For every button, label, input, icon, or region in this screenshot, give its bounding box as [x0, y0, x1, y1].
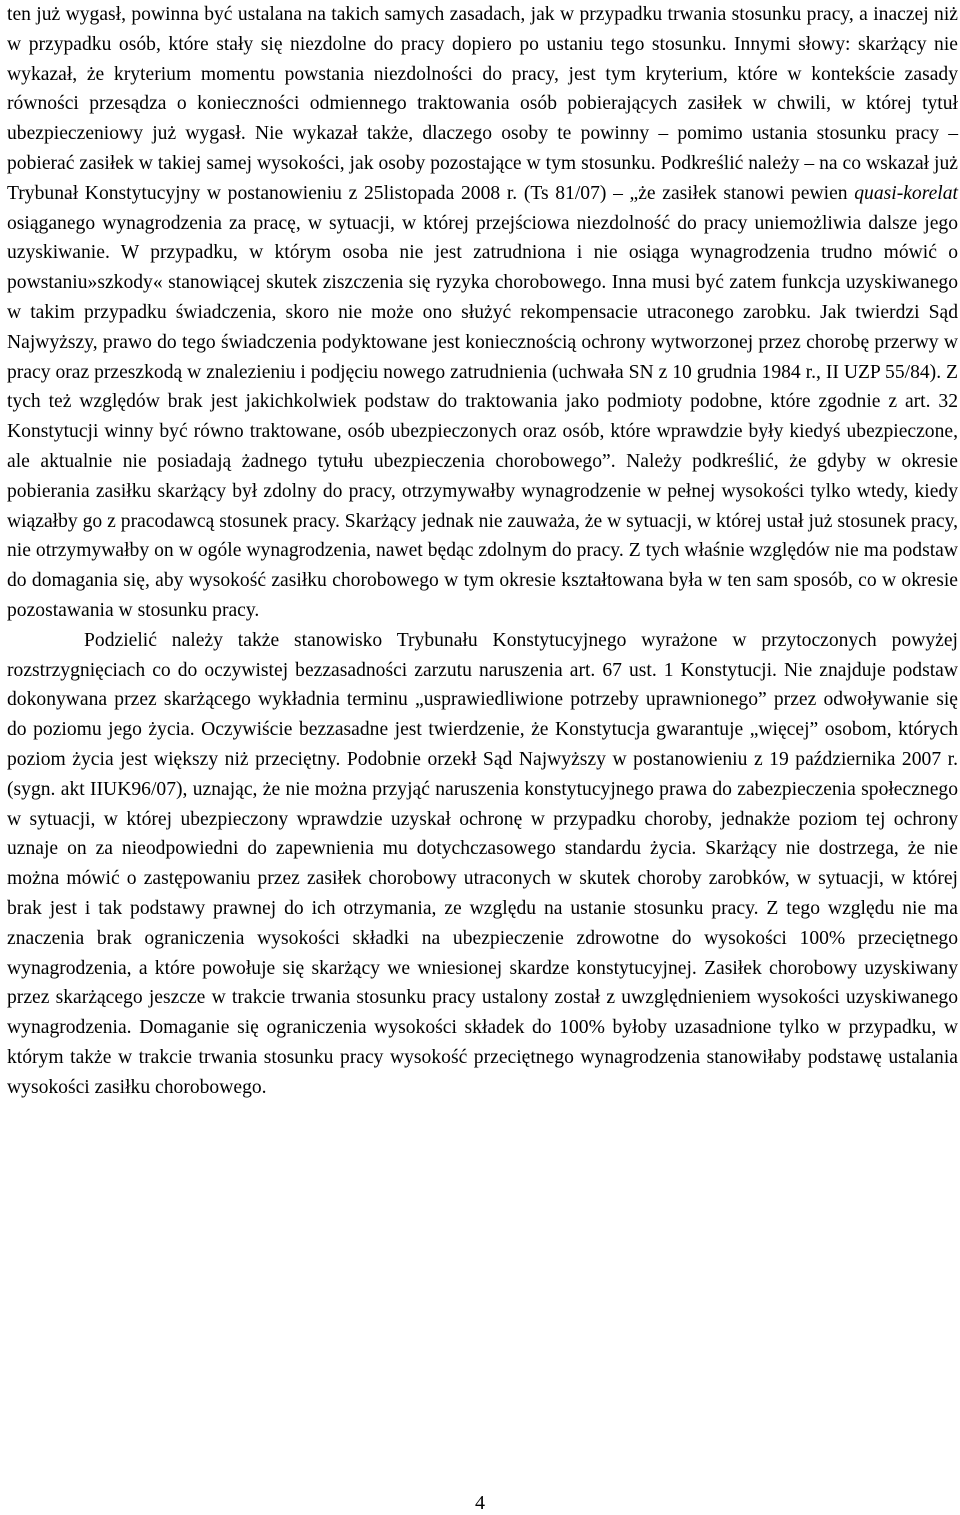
- page-number: 4: [475, 1492, 485, 1514]
- paragraph-continuation: [7, 0, 958, 626]
- document-page: [7, 0, 958, 1102]
- paragraph: Podzielić należy także stanowisko Trybunału Konstytucyjnego wyrażone w przytoczonych powyżej rozstrzygnięciach co do oczywistej bezzasadności zarzutu naruszenia art. 67 ust. 1 Konstytucji. Nie znajduje podstaw dokonywana przez skarżącego wykładnia terminu „usprawiedliwione potrzeby uprawnionego” przez odwoływanie się do poziomu jego życia. Oczywiście bezzasadne jest twierdzenie, że Konstytucja gwarantuje „więcej” osobom, których poziom życia jest większy niż przeciętny. Podobnie orzekł Sąd Najwyższy w postanowieniu z 19 października 2007 r. (sygn. akt IIUK96/07), uznając, że nie można przyjąć naruszenia konstytucyjnego prawa do zabezpieczenia społecznego w sytuacji, w której ubezpieczony wprawdzie uzyskał ochronę w przypadku choroby, jednakże poziom tej ochrony uznaje on za nieodpowiedni do zapewnienia mu dotychczasowego standardu życia. Skarżący nie dostrzega, że nie można mówić o zastępowaniu przez zasiłek chorobowy utraconych w skutek choroby zarobków, w sytuacji, w której brak jest i tak podstawy prawnej do ich otrzymania, ze względu na ustanie stosunku pracy. Z tego względu nie ma znaczenia brak ograniczenia wysokości składki na ubezpieczenie zdrowotne do wysokości 100% przeciętnego wynagrodzenia, a które powołuje się skarżący we wniesionej skardze konstytucyjnej. Zasiłek chorobowy uzyskiwany przez skarżącego jeszcze w trakcie trwania stosunku pracy ustalony został z uwzględnieniem wysokości uzyskiwanego wynagrodzenia. Domaganie się ograniczenia wysokości składek do 100% byłoby uzasadnione tylko w przypadku, w którym także w trakcie trwania stosunku pracy wysokość przeciętnego wynagrodzenia stanowiłaby podstawę ustalania wysokości zasiłku chorobowego.: [7, 629, 958, 1098]
- paragraph-text: ten już wygasł, powinna być ustalana na takich samych zasadach, jak w przypadku trwania stosunku pracy, a inaczej niż w przypadku osób, które stały się niezdolne do pracy dopiero po ustaniu tego stosunku. Innymi słowy: skarżący nie wykazał, że kryterium momentu powstania niezdolności do pracy, jest tym kryterium, które w kontekście zasady równości przesądza o konieczności odmiennego traktowania osób pobierających zasiłek w chwili, w której tytuł ubezpieczeniowy już wygasł. Nie wykazał także, dlaczego osoby te powinny – pomimo ustania stosunku pracy – pobierać zasiłek w takiej samej wysokości, jak osoby pozostające w tym stosunku. Podkreślić należy – na co wskazał już Trybunał Konstytucyjny w postanowieniu z 25listopada 2008 r. (Ts 81/07) – „że zasiłek stanowi pewien: [7, 4, 958, 204]
- italic-term: quasi-korelat: [854, 182, 958, 204]
- paragraph-text: osiąganego wynagrodzenia za pracę, w sytuacji, w której przejściowa niezdolność do pracy uniemożliwia dalsze jego uzyskiwanie. W przypadku, w którym osoba nie jest zatrudniona i nie osiąga wynagrodzenia trudno mówić o powstaniu»szkody« stanowiącej skutek ziszczenia się ryzyka chorobowego. Inna musi być zatem funkcja uzyskiwanego w takim przypadku świadczenia, skoro nie może ono służyć rekompensacie utraconego zarobku. Jak twierdzi Sąd Najwyższy, prawo do tego świadczenia podyktowane jest koniecznością ochrony wytworzonej przez chorobę przerwy w pracy oraz przeszkodą w znalezieniu i podjęciu nowego zatrudnienia (uchwała SN z 10 grudnia 1984 r., II UZP 55/84). Z tych też względów brak jest jakichkolwiek podstaw do traktowania jako podmioty podobne, które zgodnie z art. 32 Konstytucji winny być równo traktowane, osób ubezpieczonych oraz osób, które wprawdzie były kiedyś ubezpieczone, ale aktualnie nie posiadają żadnego tytułu ubezpieczenia chorobowego”. Należy podkreślić, że gdyby w okresie pobierania zasiłku skarżący był zdolny do pracy, otrzymywałby wynagrodzenie w pełnej wysokości tylko wtedy, kiedy wiązałby go z pracodawcą stosunek pracy. Skarżący jednak nie zauważa, że w sytuacji, w której ustał już stosunek pracy, nie otrzymywałby on w ogóle wynagrodzenia, nawet będąc zdolnym do pracy. Z tych właśnie względów nie ma podstaw do domagania się, aby wysokość zasiłku chorobowego w tym okresie kształtowana była w ten sam sposób, co w okresie pozostawania w stosunku pracy.: [7, 212, 958, 621]
